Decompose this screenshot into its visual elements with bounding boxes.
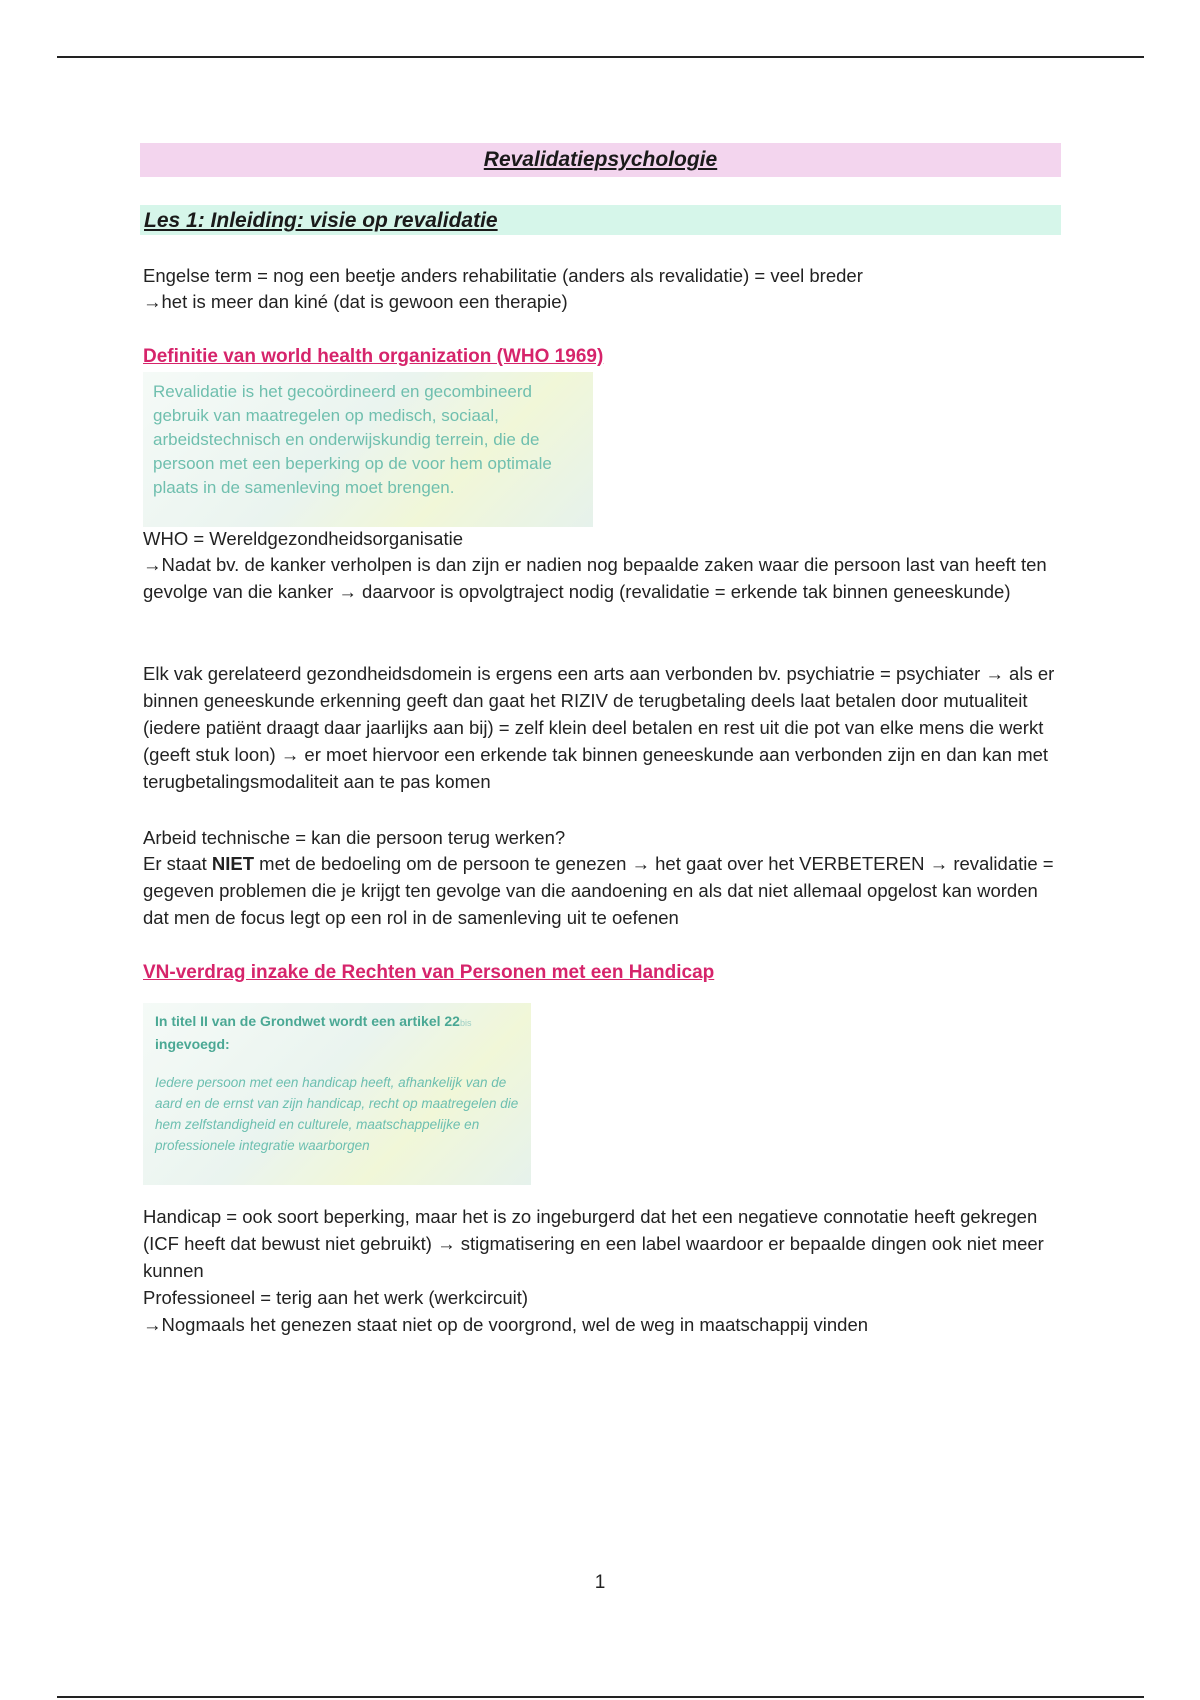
vn-quote-intro-small: bis [459, 1018, 472, 1028]
vn-quote-box [143, 1003, 531, 1185]
riziv-paragraph: Elk vak gerelateerd gezondheidsdomein is ergens een arts aan verbonden bv. psychiatrie = psychiater → als er binnen geneeskunde erkenning geeft dan gaat het RIZIV de terugbetaling deels laat betalen door mutualiteit (iedere patiënt draagt daar jaarlijks aan bij) = zelf klein deel betalen en rest uit die pot van elke mens die werkt (geeft stuk loon) → er moet hiervoor een erkende tak binnen geneeskunde aan verbonden zijn en dan kan met terugbetalingsmodaliteit aan te pas komen [143, 663, 1055, 792]
intro-line-1: Engelse term = nog een beetje anders rehabilitatie (anders als revalidatie) = veel breder [143, 265, 863, 286]
page-number: 1 [594, 1572, 606, 1593]
who-definition-quote: Revalidatie is het gecoördineerd en gecombineerd gebruik van maatregelen op medisch, sociaal, arbeidstechnisch en onderwijskundig terrein, die de persoon met een beperking op de voor hem optimale plaats in de samenleving moet brengen. [143, 372, 593, 527]
bottom-rule [57, 1696, 1144, 1698]
vn-quote-intro-text: In titel II van de Grondwet wordt een artikel 22 [155, 1013, 460, 1029]
vn-heading: VN-verdrag inzake de Rechten van Personen met een Handicap [143, 962, 715, 983]
arbeid-line-1: Arbeid technische = kan die persoon terug werken? [143, 827, 566, 848]
intro-line-2: →het is meer dan kiné (dat is gewoon een therapie) [143, 291, 568, 312]
final-line: →Nogmaals het genezen staat niet op de voorgrond, wel de weg in maatschappij vinden [143, 1314, 869, 1335]
arbeid-paragraph [143, 850, 1063, 931]
vn-quote-intro-end: ingevoegd: [155, 1036, 230, 1052]
who-line-1: WHO = Wereldgezondheidsorganisatie [143, 528, 463, 549]
vn-quote-intro [155, 1011, 519, 1055]
who-heading: Definitie van world health organization (WHO 1969) [143, 346, 604, 367]
who-line-2: →Nadat bv. de kanker verholpen is dan zijn er nadien nog bepaalde zaken waar die persoon last van heeft ten gevolge van die kanker → daarvoor is opvolgtraject nodig (revalidatie = erkende tak binnen geneeskunde) [143, 554, 1047, 602]
vn-quote-body: Iedere persoon met een handicap heeft, afhankelijk van de aard en de ernst van zijn handicap, recht op maatregelen die hem zelfstandigheid en culturele, maatschappelijke en professionele integratie waarborgen [155, 1075, 519, 1153]
lesson-heading: Les 1: Inleiding: visie op revalidatie [140, 205, 1061, 235]
arbeid-bold-niet: NIET [211, 853, 255, 874]
arbeid-pre: Er staat [143, 853, 212, 874]
professioneel-line: Professioneel = terig aan het werk (werkcircuit) [143, 1287, 529, 1308]
top-rule [57, 56, 1144, 58]
handicap-paragraph: Handicap = ook soort beperking, maar het is zo ingeburgerd dat het een negatieve connotatie heeft gekregen (ICF heeft dat bewust niet gebruikt) → stigmatisering en een label waardoor er bepaalde dingen ook niet meer kunnen [143, 1206, 1044, 1281]
document-title: Revalidatiepsychologie [140, 143, 1061, 177]
arbeid-post: met de bedoeling om de persoon te genezen → het gaat over het VERBETEREN → revalidatie = gegeven problemen die je krijgt ten gevolge van die aandoening en als dat niet allemaal opgelost kan worden dat men de focus legt op een rol in de samenleving uit te oefenen [143, 853, 1054, 928]
